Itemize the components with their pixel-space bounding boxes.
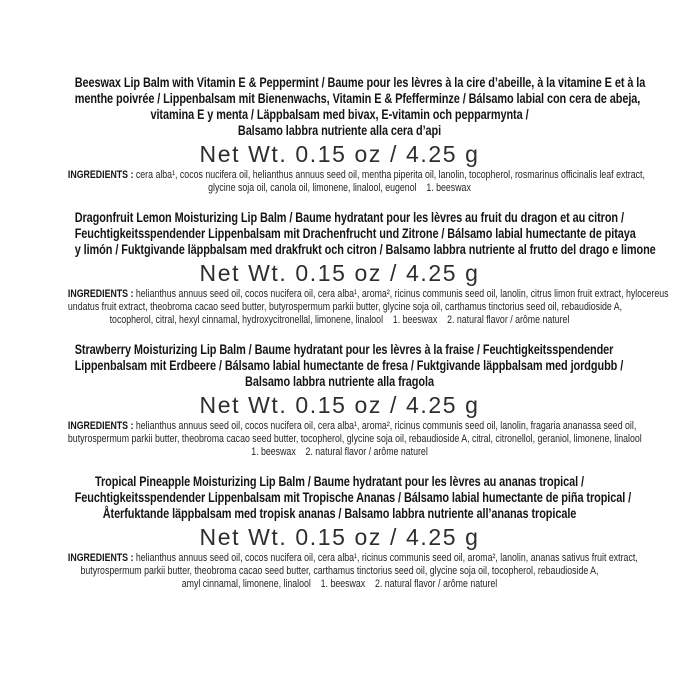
ingredients-line: tocopherol, citral, hexyl cinnamal, hydroxycitronellal, limonene, linalool 1. beeswax 2. natural flavor / arôme naturel xyxy=(109,314,570,326)
product-title xyxy=(0,341,679,389)
net-weight: Net Wt. 0.15 oz / 4.25 g xyxy=(199,260,480,286)
product-title xyxy=(0,473,679,521)
ingredients-label: INGREDIENTS : xyxy=(67,169,134,181)
ingredients-text: helianthus annuus seed oil, cocos nucifera oil, cera alba¹, aroma², ricinus communis seed oil, lanolin, citrus limon fruit extract, hylocereus xyxy=(135,288,669,300)
ingredients-line xyxy=(67,288,669,301)
net-weight: Net Wt. 0.15 oz / 4.25 g xyxy=(199,392,480,418)
product-title-line: Beeswax Lip Balm with Vitamin E & Peppermint / Baume pour les lèvres à la cire d’abeille, à la vitamine E et à la xyxy=(74,74,646,90)
product-title-line: Tropical Pineapple Moisturizing Lip Balm / Baume hydratant pour les lèvres au ananas tropical / xyxy=(95,473,584,489)
ingredients-label: INGREDIENTS : xyxy=(67,288,134,300)
ingredients-paragraph xyxy=(0,420,679,459)
ingredients-label: INGREDIENTS : xyxy=(67,420,134,432)
ingredients-text: cera alba¹, cocos nucifera oil, helianthus annuus seed oil, mentha piperita oil, lanolin, tocopherol, rosmarinus officinalis leaf extract, xyxy=(135,169,645,181)
product-title-line: Feuchtigkeitsspendender Lippenbalsam mit Drachenfrucht und Zitrone / Bálsamo labial humectante de pitaya xyxy=(74,225,636,241)
ingredients-line: butyrospermum parkii butter, theobroma cacao seed butter, carthamus tinctorius seed oil, glycine soja oil, tocopherol, rebaudioside A, xyxy=(80,565,599,577)
product-title-line: Dragonfruit Lemon Moisturizing Lip Balm / Baume hydratant pour les lèvres au fruit du dragon et au citron / xyxy=(74,209,624,225)
ingredients-paragraph xyxy=(0,169,679,195)
product-title-line: Återfuktande läppbalsam med tropisk ananas / Balsamo labbra nutriente all’ananas tropicale xyxy=(102,505,577,521)
ingredients-line: butyrospermum parkii butter, theobroma cacao seed butter, tocopherol, glycine soja oil, rebaudioside A, citral, citronellol, geraniol, limonene, linalool xyxy=(67,433,642,445)
product-title-line: Balsamo labbra nutriente alla fragola xyxy=(245,373,434,389)
product-title-line: Lippenbalsam mit Erdbeere / Bálsamo labial humectante de fresa / Fuktgivande läppbalsam med jordgubb / xyxy=(74,357,624,373)
ingredients-text: helianthus annuus seed oil, cocos nucifera oil, cera alba¹, ricinus communis seed oil, aroma², lanolin, ananas sativus fruit extract, xyxy=(135,552,638,564)
product-title-line: y limón / Fuktgivande läppbalsam med drakfrukt och citron / Balsamo labbra nutriente al frutto del drago e limone xyxy=(74,241,656,257)
product-section-strawberry xyxy=(0,341,679,459)
ingredients-line xyxy=(67,169,645,182)
ingredients-text: helianthus annuus seed oil, cocos nucifera oil, cera alba¹, aroma², ricinus communis seed oil, lanolin, fragaria ananassa seed oil, xyxy=(135,420,637,432)
ingredients-line xyxy=(67,552,638,565)
product-section-beeswax-peppermint xyxy=(0,74,679,195)
product-title xyxy=(0,209,679,257)
ingredients-line xyxy=(67,420,637,433)
net-weight: Net Wt. 0.15 oz / 4.25 g xyxy=(199,141,480,167)
product-title-line: menthe poivrée / Lippenbalsam mit Bienenwachs, Vitamin E & Pfefferminze / Bálsamo labial con cera de abeja, xyxy=(74,90,641,106)
ingredients-paragraph xyxy=(0,552,679,591)
product-title-line: Balsamo labbra nutriente alla cera d’api xyxy=(237,122,442,138)
ingredients-line: undatus fruit extract, theobroma cacao seed butter, butyrospermum parkii butter, glycine soja oil, carthamus tinctorius seed oil, rebaudioside A, xyxy=(67,301,623,313)
product-title-line: vitamina E y menta / Läppbalsam med bivax, E-vitamin och pepparmynta / xyxy=(150,106,529,122)
product-title xyxy=(0,74,679,138)
product-section-dragonfruit-lemon xyxy=(0,209,679,327)
product-section-tropical-pineapple xyxy=(0,473,679,591)
ingredients-paragraph xyxy=(0,288,679,327)
product-title-line: Feuchtigkeitsspendender Lippenbalsam mit Tropische Ananas / Bálsamo labial humectante de piña tropical / xyxy=(74,489,632,505)
product-title-line: Strawberry Moisturizing Lip Balm / Baume hydratant pour les lèvres à la fraise / Feuchtigkeitsspendender xyxy=(74,341,614,357)
ingredients-label: INGREDIENTS : xyxy=(67,552,134,564)
ingredients-line: amyl cinnamal, limonene, linalool 1. beeswax 2. natural flavor / arôme naturel xyxy=(181,578,498,590)
ingredients-line: 1. beeswax 2. natural flavor / arôme naturel xyxy=(251,446,428,458)
ingredients-line: glycine soja oil, canola oil, limonene, linalool, eugenol 1. beeswax xyxy=(208,182,471,194)
net-weight: Net Wt. 0.15 oz / 4.25 g xyxy=(199,524,480,550)
